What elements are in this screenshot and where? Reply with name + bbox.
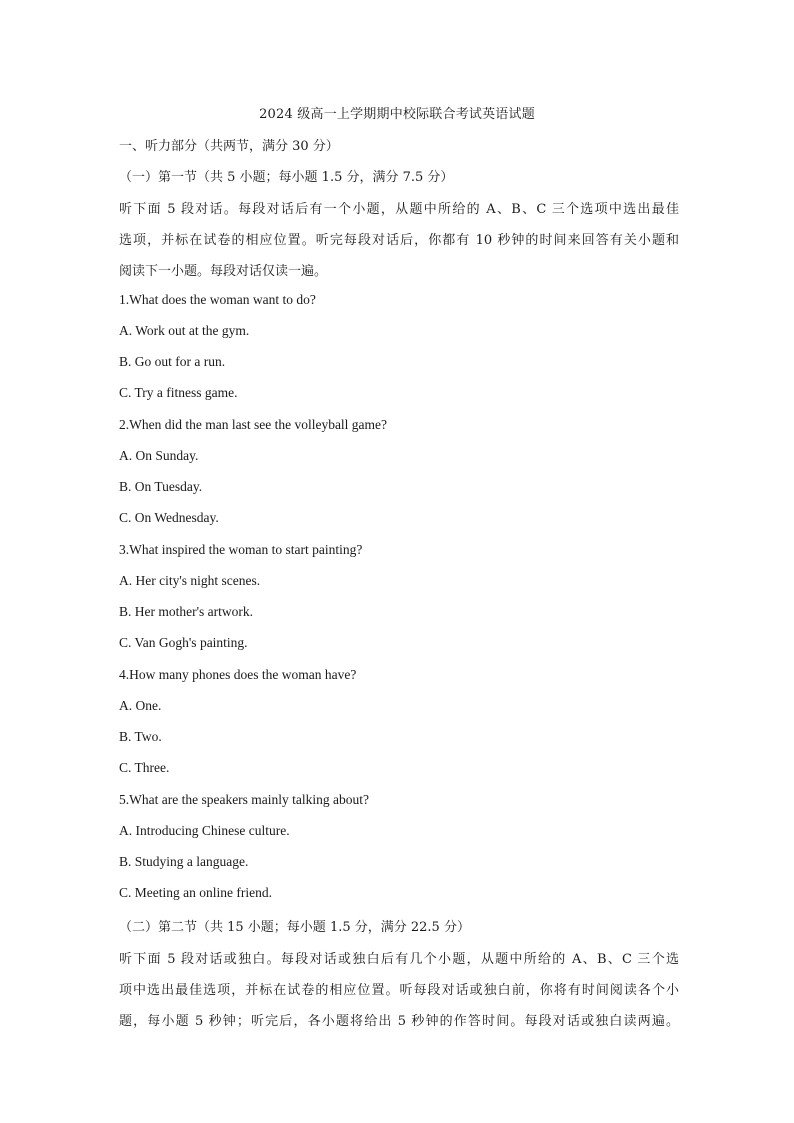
section1-instruction-line: 阅读下一小题。每段对话仅读一遍。 <box>119 264 328 279</box>
part1-heading: 一、听力部分（共两节，满分 30 分） <box>119 139 339 154</box>
question-option: A. Her city's night scenes. <box>119 573 261 588</box>
question-stem-1: 1.What does the woman want to do? <box>119 292 316 307</box>
question-option: C. Three. <box>119 760 170 775</box>
question-option: B. On Tuesday. <box>119 479 203 494</box>
question-option: A. Introducing Chinese culture. <box>119 823 290 838</box>
section2-instruction-line: 听下面 5 段对话或独白。每段对话或独白后有几个小题，从题中所给的 A、B、C 三个选 <box>119 952 679 967</box>
question-option: B. Two. <box>119 729 162 744</box>
question-option: A. Work out at the gym. <box>119 323 250 338</box>
question-option: C. Meeting an online friend. <box>119 885 272 900</box>
question-stem-3: 3.What inspired the woman to start painting? <box>119 542 363 557</box>
question-option: A. On Sunday. <box>119 448 199 463</box>
question-stem-2: 2.When did the man last see the volleyball game? <box>119 417 388 432</box>
question-option: C. Try a fitness game. <box>119 385 238 400</box>
section2-instruction-line: 项中选出最佳选项，并标在试卷的相应位置。听每段对话或独白前，你将有时间阅读各个小 <box>119 983 679 998</box>
page-title: 2024 级高一上学期期中校际联合考试英语试题 <box>259 107 535 122</box>
section1-instruction-line: 听下面 5 段对话。每段对话后有一个小题，从题中所给的 A、B、C 三个选项中选出最佳 <box>119 202 679 217</box>
section2-instruction-line: 题，每小题 5 秒钟；听完后，各小题将给出 5 秒钟的作答时间。每段对话或独白读两遍。 <box>119 1014 679 1029</box>
question-option: B. Go out for a run. <box>119 354 226 369</box>
question-stem-5: 5.What are the speakers mainly talking about? <box>119 792 370 807</box>
question-option: A. One. <box>119 698 162 713</box>
question-option: B. Studying a language. <box>119 854 249 869</box>
question-option: B. Her mother's artwork. <box>119 604 254 619</box>
question-stem-4: 4.How many phones does the woman have? <box>119 667 357 682</box>
section1-instruction-line: 选项，并标在试卷的相应位置。听完每段对话后，你都有 10 秒钟的时间来回答有关小题和 <box>119 233 679 248</box>
section2-heading: （二）第二节（共 15 小题；每小题 1.5 分，满分 22.5 分） <box>119 920 470 935</box>
section1-heading: （一）第一节（共 5 小题；每小题 1.5 分，满分 7.5 分） <box>119 170 454 185</box>
question-option: C. On Wednesday. <box>119 510 219 525</box>
question-option: C. Van Gogh's painting. <box>119 635 248 650</box>
